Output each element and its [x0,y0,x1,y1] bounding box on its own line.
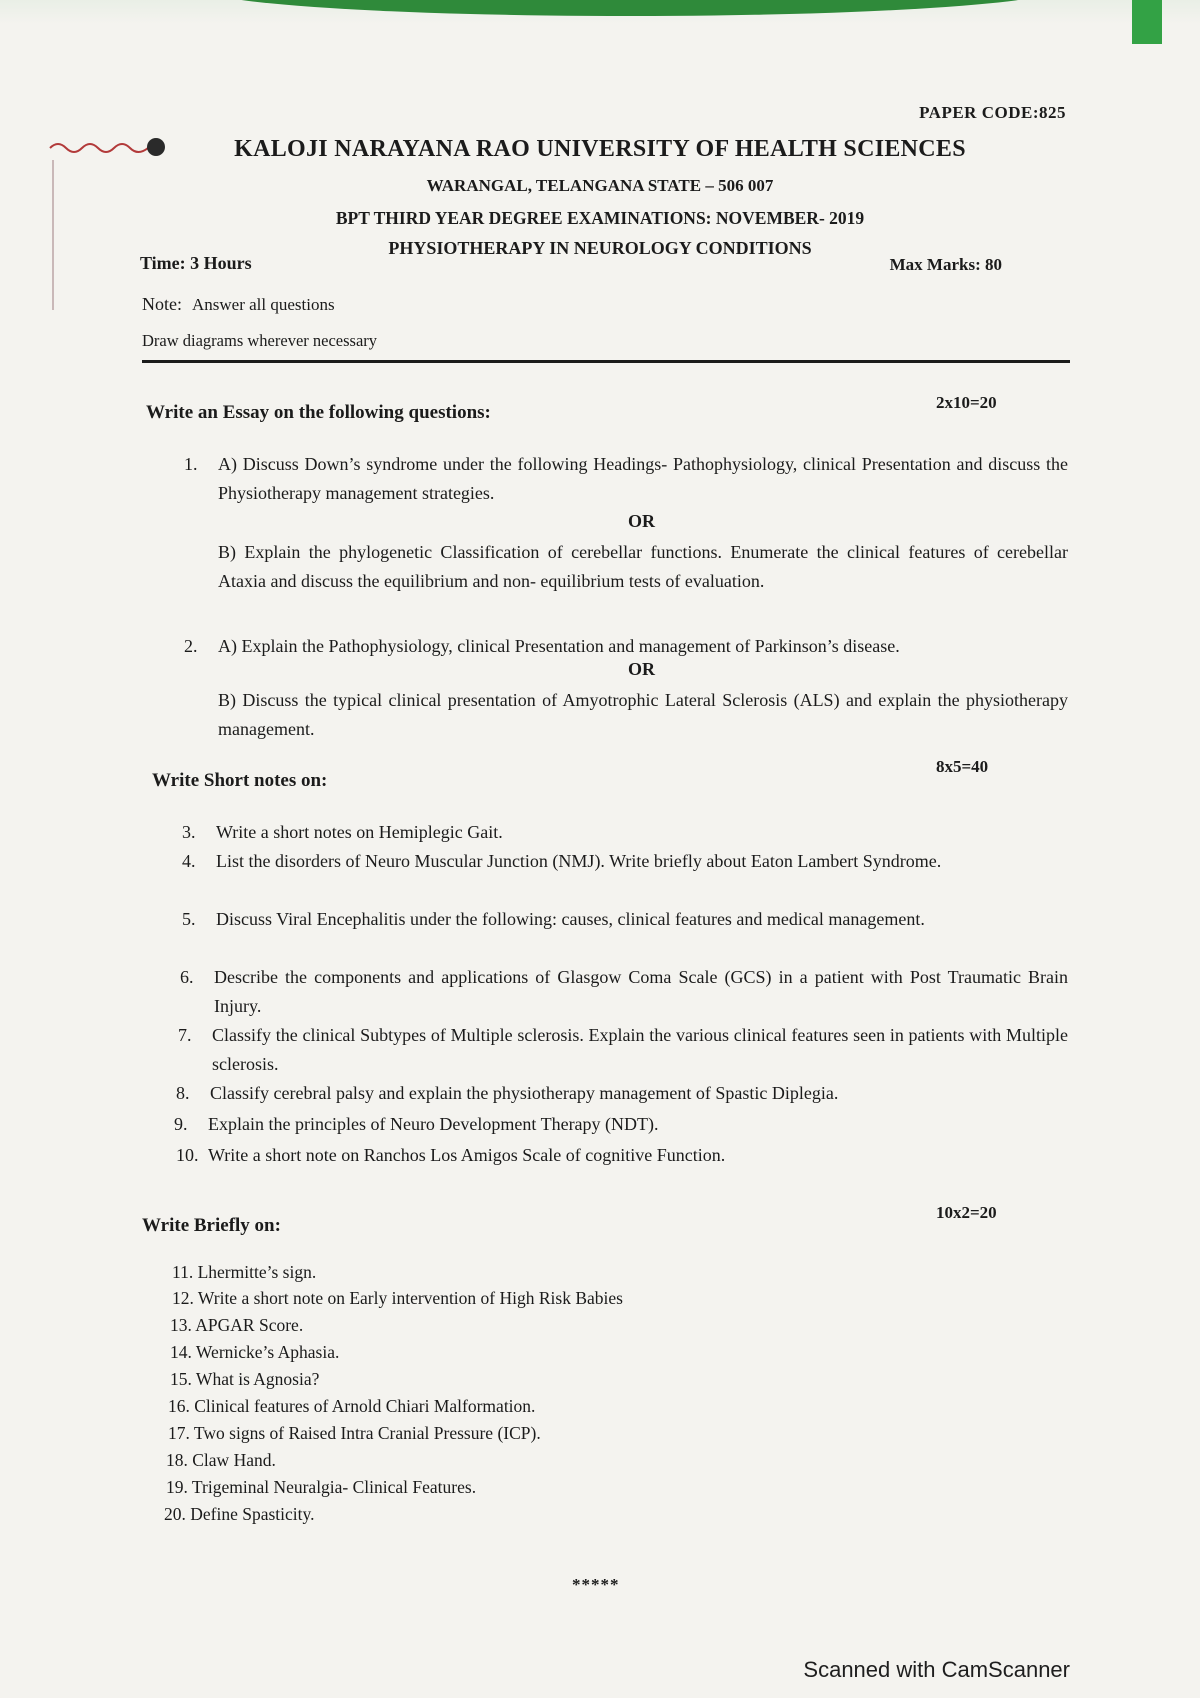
note-label: Note: [142,294,182,314]
question-1a [184,450,1068,508]
question-number: 4. [182,851,196,871]
brief-item-15: 15. What is Agnosia? [170,1369,320,1389]
brief-item-16: 16. Clinical features of Arnold Chiari Malformation. [168,1396,536,1416]
subject-title: PHYSIOTHERAPY IN NEUROLOGY CONDITIONS [388,238,812,258]
brief-item-11: 11. Lhermitte’s sign. [172,1262,317,1282]
question-6 [180,963,1068,1021]
max-marks: Max Marks: 80 [889,255,1002,274]
question-2a [184,632,1068,661]
brief-item-18: 18. Claw Hand. [166,1450,276,1470]
or-divider: OR [628,659,655,679]
question-text: Write a short notes on Hemiplegic Gait. [216,822,503,842]
question-number: 5. [182,909,196,929]
exam-time: Time: 3 Hours [140,253,252,273]
or-divider: OR [628,511,655,531]
essay-section-title: Write an Essay on the following questions: [146,402,491,423]
question-7 [178,1021,1068,1079]
university-location: WARANGAL, TELANGANA STATE – 506 007 [426,176,774,195]
brief-item-19: 19. Trigeminal Neuralgia- Clinical Features. [166,1477,477,1497]
brief-item-13: 13. APGAR Score. [170,1315,304,1335]
brief-section-title: Write Briefly on: [142,1215,281,1236]
question-number: 8. [176,1083,190,1103]
camscanner-watermark: Scanned with CamScanner [803,1657,1070,1682]
short-notes-marks: 8x5=40 [936,757,989,776]
question-number: 9. [174,1114,188,1134]
question-4 [182,847,1068,876]
question-2b [218,686,1068,744]
question-8 [176,1079,1068,1108]
question-number: 7. [178,1025,192,1045]
question-text: Write a short note on Ranchos Los Amigos Scale of cognitive Function. [208,1145,726,1165]
question-text: Classify the clinical Subtypes of Multiple sclerosis. Explain the various clinical features seen in patients with Multiple sclerosis. [212,1025,1068,1074]
question-number: 2. [184,636,198,656]
university-name: KALOJI NARAYANA RAO UNIVERSITY OF HEALTH SCIENCES [234,136,966,162]
question-number: 3. [182,822,196,842]
question-text: Describe the components and applications of Glasgow Coma Scale (GCS) in a patient with Post Traumatic Brain Injury. [214,967,1068,1016]
brief-marks: 10x2=20 [936,1203,997,1222]
question-number: 10. [176,1145,199,1165]
brief-item-20: 20. Define Spasticity. [164,1504,315,1524]
brief-item-17: 17. Two signs of Raised Intra Cranial Pressure (ICP). [168,1423,541,1443]
question-5 [182,905,1068,934]
note-text-2: Draw diagrams wherever necessary [142,331,378,350]
exam-title: BPT THIRD YEAR DEGREE EXAMINATIONS: NOVEMBER- 2019 [335,208,865,228]
note-line-1 [142,294,335,315]
question-text: Explain the principles of Neuro Development Therapy (NDT). [208,1114,659,1134]
note-text-1: Answer all questions [192,295,335,314]
question-text: List the disorders of Neuro Muscular Junction (NMJ). Write briefly about Eaton Lambert Syndrome. [216,851,942,871]
question-number: 1. [184,454,198,474]
question-3 [182,818,1068,847]
question-text: B) Explain the phylogenetic Classification of cerebellar functions. Enumerate the clinical features of cerebellar Ataxia and discuss the equilibrium and non- equilibrium tests of evaluation. [218,542,1068,591]
question-9 [174,1110,1068,1139]
header-divider [142,360,1070,363]
paper-code: PAPER CODE:825 [919,103,1066,122]
question-10 [176,1141,1068,1170]
short-notes-section-title: Write Short notes on: [152,770,328,791]
question-text: B) Discuss the typical clinical presentation of Amyotrophic Lateral Sclerosis (ALS) and explain the physiotherapy management. [218,690,1068,739]
brief-item-14: 14. Wernicke’s Aphasia. [170,1342,340,1362]
brief-item-12: 12. Write a short note on Early intervention of High Risk Babies [172,1288,623,1308]
end-stars: ***** [572,1575,620,1594]
question-text: A) Explain the Pathophysiology, clinical Presentation and management of Parkinson’s disease. [218,636,900,656]
question-1b [218,538,1068,596]
question-text: A) Discuss Down’s syndrome under the following Headings- Pathophysiology, clinical Presentation and discuss the Physiotherapy management strategies. [218,454,1068,503]
question-number: 6. [180,967,194,987]
question-text: Classify cerebral palsy and explain the physiotherapy management of Spastic Diplegia. [210,1083,839,1103]
essay-marks: 2x10=20 [936,393,997,412]
question-text: Discuss Viral Encephalitis under the following: causes, clinical features and medical management. [216,909,925,929]
